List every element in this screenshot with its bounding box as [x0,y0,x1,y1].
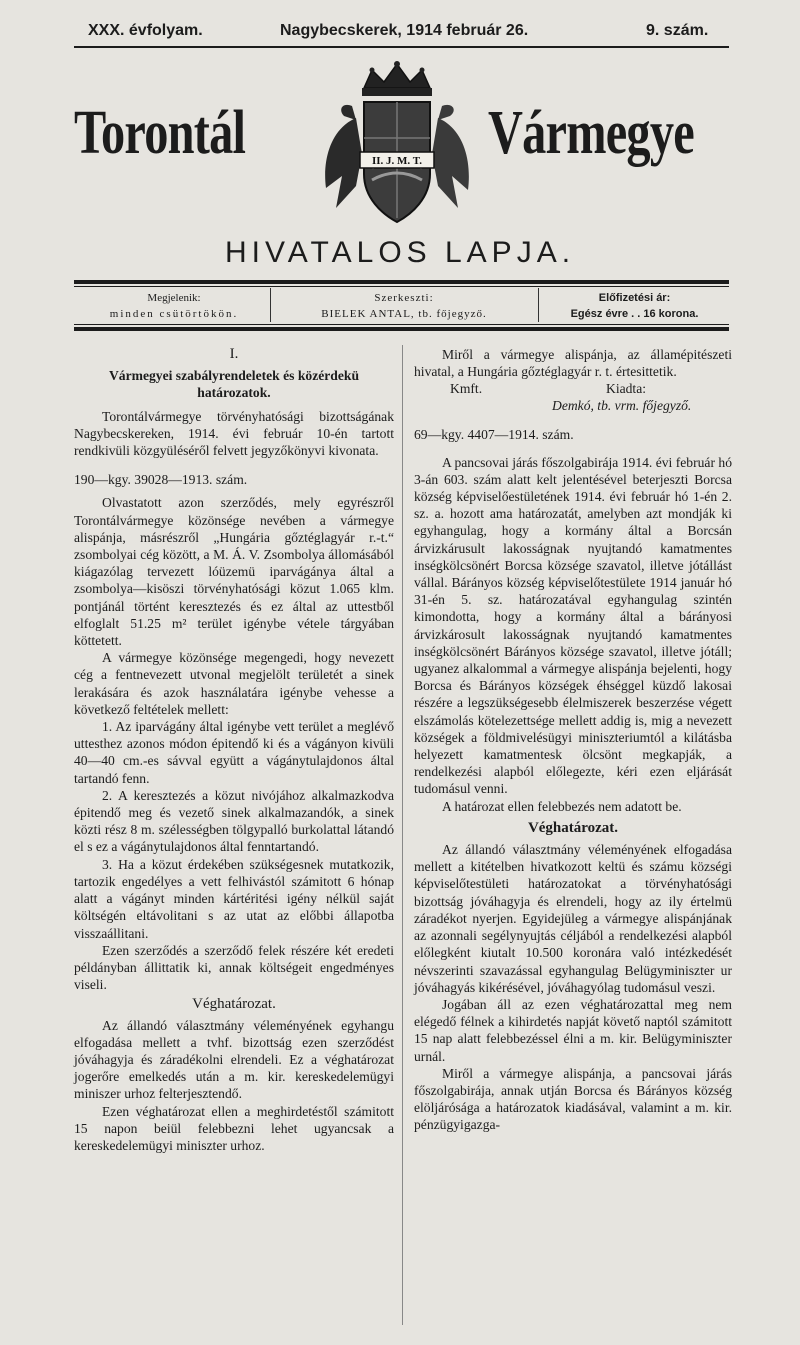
editor-label: Szerkeszti: [374,292,434,304]
issue-number: 9. szám. [646,22,709,39]
right-paragraph-2: A pancsovai járás főszolgabirája 1914. évi február hó 3-án 603. szám alatt kelt jelentésével beterjeszti Borcsa község képviselőestületének 1914. évi február hó 1-én 2. sz. a. hozott ama határozatát, amelyben azt mondják ki egyhangulag, hogy a kormány által a Borcsán árvizkárusult lakosságnak nyujtandó kamatmentes inségkölcsönért Borcsa községe szavatol, illetve jótállást vállal. Bárányos község képviselőtestülete 1914 január hó 31-én 5. sz. határozatával egyhangulag szintén kimondotta, hogy a kormány által a bárányosi árvizkárosult lakosságnak nyujtandó kamatmentes inségkölcsönért Bárányos községe szavatol, illetve jótáll; ugyanez alkalommal a vármegye alispánja bejelenti, hogy Borcsa és Bárányos községek éhséggel küzdő lakosai részére a legszükségesebb élelmiszerek beszerzése végett elszámolás kötelezettsége mellett addig is, mig a nevezett községek a földmivelésügyi miniszteriumtól a kilátásba helyezett kamatmentesk ölcsönt megkapják, a rendelkezési alapból előlegezte, kéri ezen eljárását tudomásul venni. [414,454,732,797]
signature-name: Demkó, tb. vrm. főjegyző. [552,398,692,414]
subscription-label: Előfizetési ár: [598,292,671,304]
left-paragraph-4: 2. A keresztezés a közut nivójához alkalmazkodva épitendő meg és vezető sinek alkalmazandók, a sinek közti rész 8 m. szélességben tölgypalló burkolattal látandó el s ez a vágánytulajdonos által fenntartandó. [74,787,394,855]
right-paragraph-5: Jogában áll az ezen véghatározattal meg nem elégedő félnek a kihirdetés napját követő naptól számitott 15 nap alatt felebbezéssel élni a m. kir. Belügyminiszter urnál. [414,996,732,1064]
resolution-ref-2: 69—kgy. 4407—1914. szám. [414,427,574,443]
right-column [414,346,732,1134]
place-date: Nagybecskerek, 1914 február 26. [280,22,529,39]
right-paragraph-6: Miről a vármegye alispánja, a pancsovai járás főszolgabirája, annak utján Borcsa és Bárányos község elöljárósága a határozatok kiadásával, valamint a m. kir. pénzügyigazga- [414,1065,732,1133]
right-decision-heading: Véghatározat. [527,819,619,836]
left-paragraph-2: A vármegye közönsége megengedi, hogy nevezett cég a fentnevezett utvonal megjelölt területét a sinek lerakására és azok használatára igénybe vehesse a következő feltételek mellett: [74,650,394,717]
kmft-label: Kmft. [450,381,483,397]
info-top-rule [74,280,729,284]
left-paragraph-3: 1. Az iparvágány által igénybe vett terület a meglévő uttesthez azonos módon épitendő ki és a vágányon kivüli 40—40 cm.-es sávval együtt a vágánytulajdonos által tartandó fenn. [74,719,394,786]
published-label: Megjelenik: [147,292,201,304]
editor-value: BIELEK ANTAL, tb. főjegyző. [321,308,487,320]
coat-of-arms-emblem [312,58,482,230]
info-divider-2 [538,288,539,322]
masthead-subtitle: HIVATALOS LAPJA. [224,236,576,269]
right-paragraph-3: A határozat ellen felebbezés nem adatott be. [442,798,682,814]
masthead-title-right: Vármegye [488,99,694,167]
header-rule [74,46,729,48]
section-title: Vármegyei szabályrendeletek és közérdekü határozatok. [108,368,360,401]
info-subscription [540,290,729,322]
subscription-value: Egész évre . . 16 korona. [570,308,699,320]
info-published [74,290,274,322]
left-decision-heading: Véghatározat. [192,996,276,1013]
info-bottom-rule-thin [74,324,729,325]
published-value: minden csütörtökön. [109,308,239,320]
section-number: I. [229,346,239,362]
left-paragraph-5: 3. Ha a közut érdekében szükségesnek mutatkozik, tartozik engedélyes a vett felhivástól számitott 6 hónap alatt a vágányt minden kártéritési igény nélkül saját költségén eltávolitani s az utat az előbbi állapotba visszaállitani. [74,856,394,941]
info-editor [272,290,536,322]
kiadta-label: Kiadta: [606,381,647,397]
resolution-ref-1: 190—kgy. 39028—1913. szám. [74,472,248,488]
minutes-intro: Torontálvármegye törvényhatósági bizottságának Nagybecskereken, 1914. évi február 10-én tartott rendkivüli közgyüléséről felvett jegyzőkönyvi kivonata. [74,408,394,459]
crest-banner-text: II. J. M. T. [371,155,423,167]
left-paragraph-6: Ezen szerződés a szerződő felek részére két eredeti példányban állittatik ki, annak költségeit engedményes viseli. [74,942,394,993]
signature-block [414,380,732,414]
left-column [74,346,394,1154]
issue-header-line [0,22,800,44]
right-paragraph-4: Az állandó választmány véleményének elfogadása mellett a kitételben hivatkozott keltü és számu községi képviselőtestületi határozatokat a törvényhatósági bizottság jóváhagyja és elrendeli, hogy az ily értelmü záradékot nyerjen. Egyidejüleg a vármegye alispánjának az azonnali segélynyujtás céljából a rendelkezési alapból előlegként kiutalt 10.500 koronára való intézkedését névszerinti szavazással egyhangulag Belügyminiszter ur jóváhagyás kikérésével, jóváhagyólag tudomásul veszi. [414,842,732,995]
volume-label: XXX. évfolyam. [88,22,203,39]
info-bottom-rule [74,327,729,331]
info-top-rule-thin [74,286,729,287]
column-divider [402,345,403,1325]
right-paragraph-1: Miről a vármegye alispánja, az államépitészeti hivatal, a Hungária gőztéglagyár r. t. értesittetik. [414,347,732,380]
left-paragraph-1: Olvastatott azon szerződés, mely egyrészről Torontálvármegye közönsége nevében a vármegye alispánja, másrészről „Hungária gőztéglagyár r.-t.“ zsombolyai cég között, a M. Á. V. Zsombolya állomásából kiágazólag tervezett lóüzemü iparvágánya által a zsombolya—kisöszi törvényhatósági közut 1.065 klm. pontjánál történt keresztezés és ez által az uttestből elfoglalt 51.25 m² terület igénybe vétele tárgyában köttetett. [74,495,394,649]
masthead-title-left: Torontál [74,99,246,167]
left-paragraph-7: Az állandó választmány véleményének egyhangu elfogadása mellett a tvhf. bizottság ezen szerződést jóváhagyja és záradékolni elrendeli. Ez a véghatározat jogerőre emelkedés után a m. kir. kereskedelemügyi miniszer urhoz felterjesztendő. [74,1017,394,1102]
left-paragraph-8: Ezen véghatározat ellen a meghirdetéstől számitott 15 napon beiül felebbezni lehet ugyancsak a kereskedelemügyi miniszter urhoz. [74,1103,394,1153]
info-divider-1 [270,288,271,322]
